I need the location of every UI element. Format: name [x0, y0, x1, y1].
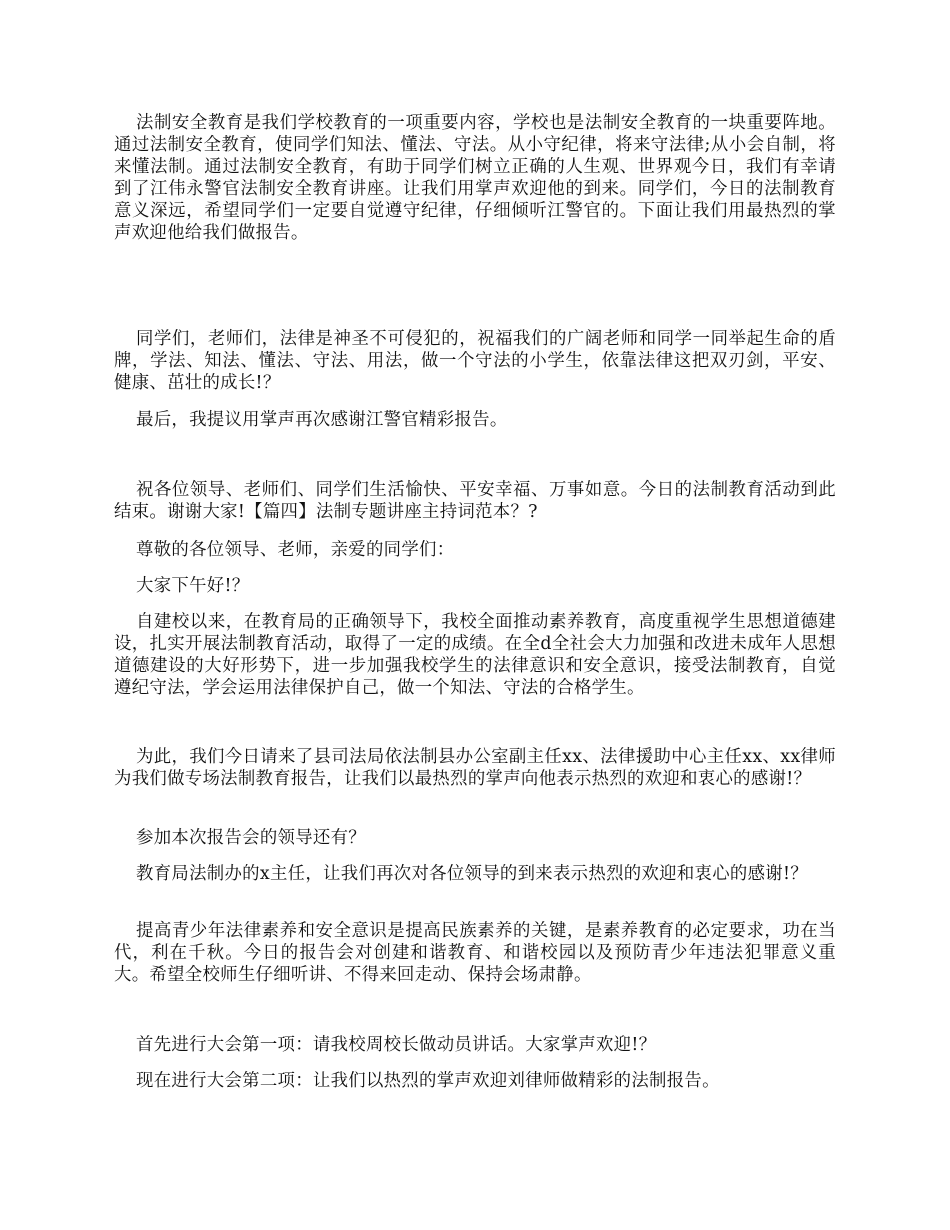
paragraph-2: 同学们，老师们，法律是神圣不可侵犯的，祝福我们的广阔老师和同学一同举起生命的盾牌，学法、知法、懂法、守法、用法，做一个守法的小学生，依靠法律这把双刃剑，平安、健康、茁壮的成长!？ — [114, 329, 836, 393]
paragraph-13: 现在进行大会第二项：让我们以热烈的掌声欢迎刘律师做精彩的法制报告。 — [136, 1071, 720, 1091]
paragraph-5: 尊敬的各位领导、老师，亲爱的同学们： — [136, 540, 455, 560]
paragraph-12: 首先进行大会第一项：请我校周校长做动员讲话。大家掌声欢迎!？ — [136, 1035, 657, 1055]
paragraph-11: 提高青少年法律素养和安全意识是提高民族素养的关键，是素养教育的必定要求，功在当代，利在千秋。今日的报告会对创建和谐教育、和谐校园以及预防青少年违法犯罪意义重大。希望全校师生仔细听讲、不得来回走动、保持会场肃静。 — [114, 921, 836, 985]
paragraph-4: 祝各位领导、老师们、同学们生活愉快、平安幸福、万事如意。今日的法制教育活动到此结束。谢谢大家!【篇四】法制专题讲座主持词范本？? — [114, 480, 836, 522]
paragraph-9: 参加本次报告会的领导还有？ — [136, 828, 366, 848]
paragraph-7: 自建校以来，在教育局的正确领导下，我校全面推动素养教育，高度重视学生思想道德建设，扎实开展法制教育活动，取得了一定的成绩。在全d全社会大力加强和改进未成年人思想道德建设的大好形势下，进一步加强我校学生的法律意识和安全意识，接受法制教育，自觉遵纪守法，学会运用法律保护自己，做一个知法、守法的合格学生。 — [114, 612, 836, 698]
paragraph-6: 大家下午好!？ — [136, 576, 250, 596]
paragraph-3: 最后，我提议用掌声再次感谢江警官精彩报告。 — [136, 410, 508, 430]
paragraph-10: 教育局法制办的x主任，让我们再次对各位领导的到来表示热烈的欢迎和衷心的感谢!？ — [136, 864, 808, 884]
paragraph-1: 法制安全教育是我们学校教育的一项重要内容，学校也是法制安全教育的一块重要阵地。通过法制安全教育，使同学们知法、懂法、守法。从小守纪律，将来守法律;从小会自制，将来懂法制。通过法制安全教育，有助于同学们树立正确的人生观、世界观今日，我们有幸请到了江伟永警官法制安全教育讲座。让我们用掌声欢迎他的到来。同学们，今日的法制教育意义深远，希望同学们一定要自觉遵守纪律，仔细倾听江警官的。下面让我们用最热烈的掌声欢迎他给我们做报告。 — [114, 113, 836, 243]
paragraph-8: 为此，我们今日请来了县司法局依法制县办公室副主任xx、法律援助中心主任xx、xx律师为我们做专场法制教育报告，让我们以最热烈的掌声向他表示热烈的欢迎和衷心的感谢!？ — [114, 747, 836, 789]
